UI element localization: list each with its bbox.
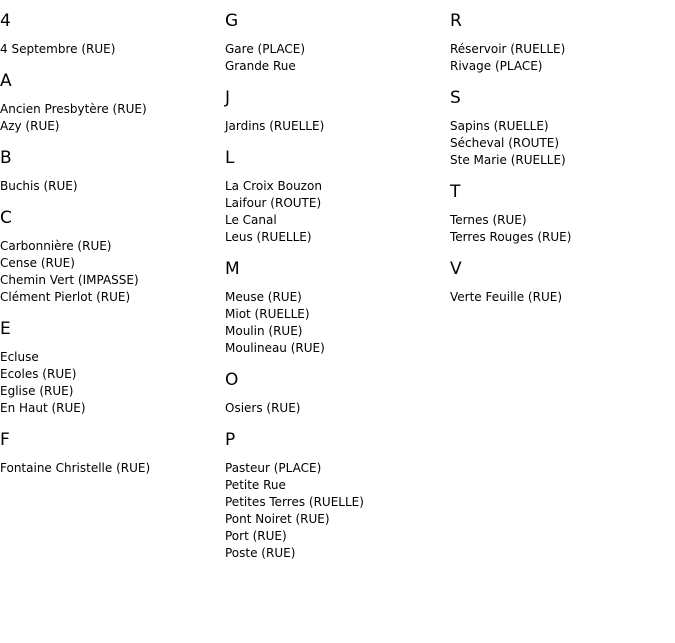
street-link[interactable]: Eglise (RUE)	[0, 384, 74, 398]
street-link[interactable]: 4 Septembre (RUE)	[0, 42, 116, 56]
letter-group	[0, 10, 225, 58]
letter-heading: J	[225, 88, 231, 108]
letter-group	[225, 10, 450, 75]
street-link[interactable]: Leus (RUELLE)	[225, 230, 312, 244]
street-link[interactable]: Azy (RUE)	[0, 119, 60, 133]
letter-heading: L	[225, 148, 235, 168]
street-link[interactable]: Rivage (PLACE)	[450, 59, 543, 73]
street-link[interactable]: Meuse (RUE)	[225, 290, 302, 304]
letter-heading: C	[0, 208, 12, 228]
letter-heading: T	[450, 182, 461, 202]
letter-group	[225, 429, 450, 562]
letter-heading: M	[225, 259, 240, 279]
letter-heading: S	[450, 88, 461, 108]
street-link[interactable]: Port (RUE)	[225, 529, 287, 543]
index-column	[450, 10, 675, 318]
letter-heading: A	[0, 71, 12, 91]
letter-group	[225, 147, 450, 246]
letter-group	[225, 87, 450, 135]
street-link[interactable]: Buchis (RUE)	[0, 179, 78, 193]
street-link[interactable]: Fontaine Christelle (RUE)	[0, 461, 151, 475]
letter-heading: 4	[0, 11, 11, 31]
street-link[interactable]: Moulin (RUE)	[225, 324, 303, 338]
street-link[interactable]: Ancien Presbytère (RUE)	[0, 102, 147, 116]
street-link[interactable]: Ecluse	[0, 350, 39, 364]
street-link[interactable]: En Haut (RUE)	[0, 401, 86, 415]
street-link[interactable]: Pont Noiret (RUE)	[225, 512, 330, 526]
street-link[interactable]: Grande Rue	[225, 59, 296, 73]
street-link[interactable]: Cense (RUE)	[0, 256, 75, 270]
street-link[interactable]: Petites Terres (RUELLE)	[225, 495, 364, 509]
letter-group	[225, 258, 450, 357]
street-link[interactable]: Réservoir (RUELLE)	[450, 42, 566, 56]
street-link[interactable]: Pasteur (PLACE)	[225, 461, 322, 475]
letter-group	[0, 70, 225, 135]
street-link[interactable]: Carbonnière (RUE)	[0, 239, 112, 253]
street-link[interactable]: Ternes (RUE)	[450, 213, 527, 227]
street-link[interactable]: Le Canal	[225, 213, 277, 227]
street-link[interactable]: Verte Feuille (RUE)	[450, 290, 562, 304]
letter-heading: B	[0, 148, 12, 168]
letter-group	[450, 181, 675, 246]
street-link[interactable]: Miot (RUELLE)	[225, 307, 310, 321]
street-link[interactable]: Ste Marie (RUELLE)	[450, 153, 566, 167]
street-link[interactable]: La Croix Bouzon	[225, 179, 322, 193]
street-link[interactable]: Osiers (RUE)	[225, 401, 301, 415]
street-link[interactable]: Terres Rouges (RUE)	[450, 230, 572, 244]
letter-group	[225, 369, 450, 417]
letter-heading: R	[450, 11, 462, 31]
letter-heading: P	[225, 430, 236, 450]
letter-group	[0, 207, 225, 306]
street-link[interactable]: Clément Pierlot (RUE)	[0, 290, 131, 304]
letter-group	[0, 429, 225, 477]
letter-group	[450, 258, 675, 306]
letter-heading: V	[450, 259, 462, 279]
letter-group	[450, 87, 675, 169]
street-link[interactable]: Petite Rue	[225, 478, 286, 492]
letter-heading: G	[225, 11, 239, 31]
street-link[interactable]: Sécheval (ROUTE)	[450, 136, 560, 150]
street-link[interactable]: Poste (RUE)	[225, 546, 296, 560]
index-column	[0, 10, 225, 489]
street-link[interactable]: Gare (PLACE)	[225, 42, 306, 56]
letter-heading: E	[0, 319, 11, 339]
letter-group	[450, 10, 675, 75]
letter-heading: F	[0, 430, 10, 450]
street-link[interactable]: Moulineau (RUE)	[225, 341, 325, 355]
street-link[interactable]: Laifour (ROUTE)	[225, 196, 322, 210]
letter-group	[0, 147, 225, 195]
street-link[interactable]: Chemin Vert (IMPASSE)	[0, 273, 139, 287]
letter-heading: O	[225, 370, 239, 390]
street-link[interactable]: Jardins (RUELLE)	[225, 119, 325, 133]
street-link[interactable]: Ecoles (RUE)	[0, 367, 77, 381]
letter-group	[0, 318, 225, 417]
street-link[interactable]: Sapins (RUELLE)	[450, 119, 549, 133]
index-column	[225, 10, 450, 574]
